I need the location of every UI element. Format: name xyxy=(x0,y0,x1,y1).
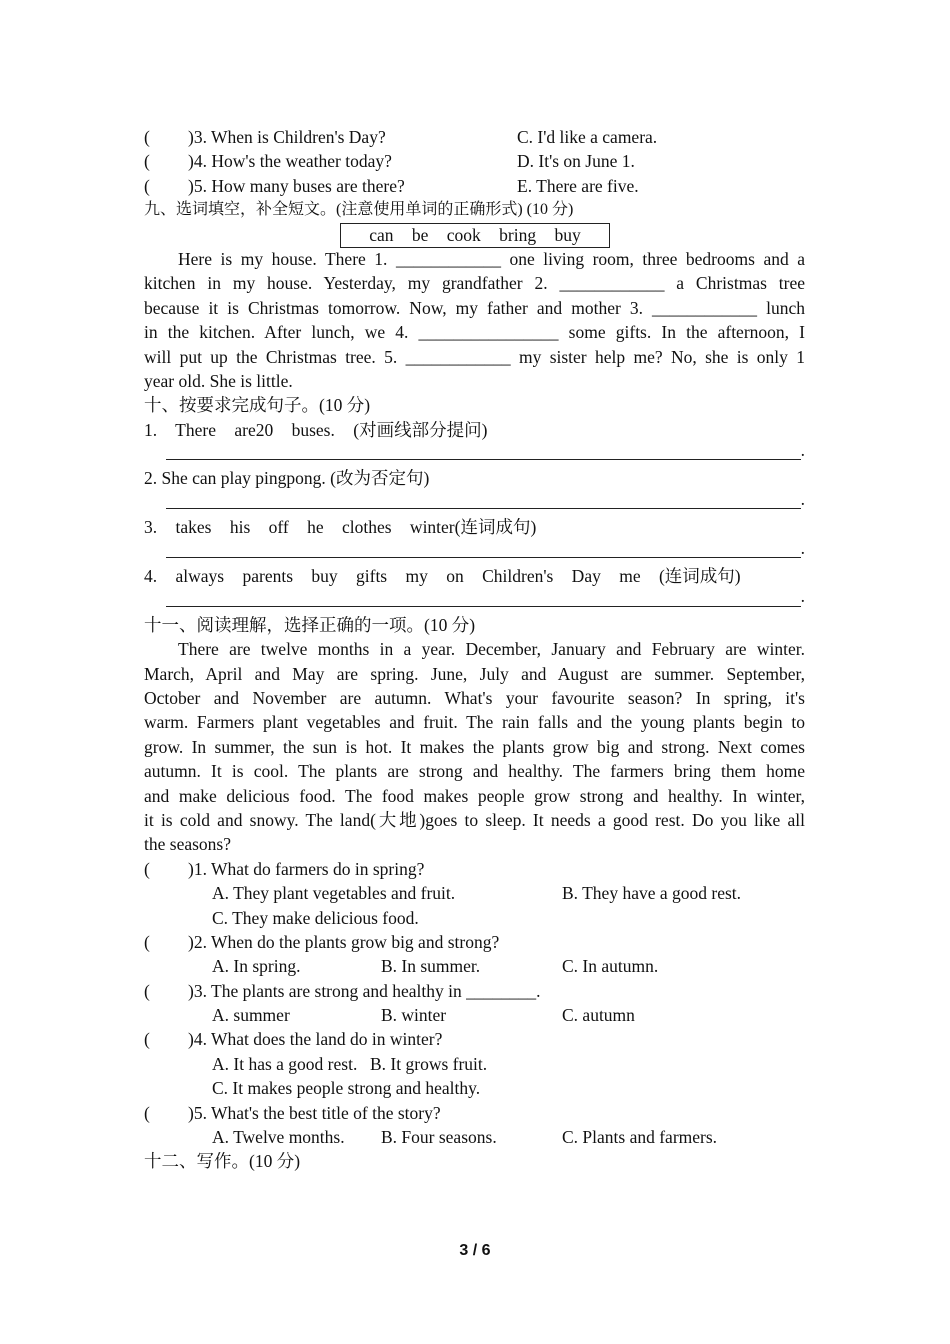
reading-line: March, April and May are spring. June, July and August are summer. September, xyxy=(144,663,805,684)
option-b: B. winter xyxy=(381,1005,447,1026)
worksheet-page xyxy=(144,125,805,1174)
passage-line: in the kitchen. After lunch, we 4. ________________ some gifts. In the afternoon, I xyxy=(144,322,805,343)
option-c: C. In autumn. xyxy=(562,956,659,977)
option-b: B. Four seasons. xyxy=(381,1127,497,1148)
section9-title: 九、选词填空，补全短文。(注意使用单词的正确形式) (10 分) xyxy=(144,201,574,219)
reading-line: There are twelve months in a year. December, January and February are winter. xyxy=(178,639,805,660)
sentence-task: 3. takes his off he clothes winter(连词成句) xyxy=(144,517,537,538)
option-b: B. They have a good rest. xyxy=(562,883,742,904)
matching-item: ( )4. How's the weather today? D. It's on June 1. xyxy=(144,149,805,173)
option-c: C. Plants and farmers. xyxy=(562,1127,718,1148)
option-a: A. In spring. xyxy=(212,956,301,977)
passage-line: kitchen in my house. Yesterday, my grandfather 2. ____________ a Christmas tree xyxy=(144,273,805,294)
answer-line[interactable]: . xyxy=(144,588,805,612)
sentence-task: 4. always parents buy gifts my on Children's Day me (连词成句) xyxy=(144,566,741,587)
section10-title: 十、按要求完成句子。(10 分) xyxy=(144,395,371,416)
answer-line[interactable]: . xyxy=(144,491,805,515)
matching-answer: E. There are five. xyxy=(517,175,639,196)
answer-line[interactable]: . xyxy=(144,540,805,564)
passage-line: year old. She is little. xyxy=(144,370,293,391)
reading-question: ( )3. The plants are strong and healthy in ________. xyxy=(144,980,541,1001)
option-c: C. It makes people strong and healthy. xyxy=(212,1078,481,1099)
reading-question: ( )5. What's the best title of the story? xyxy=(144,1102,441,1123)
reading-question: ( )4. What does the land do in winter? xyxy=(144,1029,443,1050)
reading-question: ( )2. When do the plants grow big and strong? xyxy=(144,931,500,952)
answer-line[interactable]: . xyxy=(144,442,805,466)
section11-title: 十一、阅读理解，选择正确的一项。(10 分) xyxy=(144,614,476,635)
matching-item: ( )5. How many buses are there? E. There are five. xyxy=(144,174,805,198)
matching-answer: C. I'd like a camera. xyxy=(517,127,658,147)
matching-item: ( )3. When is Children's Day? C. I'd like a camera. xyxy=(144,125,805,149)
option-a: A. They plant vegetables and fruit. xyxy=(212,883,456,904)
option-a: A. Twelve months. xyxy=(212,1127,345,1148)
reading-line: October and November are autumn. What's your favourite season? In spring, it's xyxy=(144,687,805,708)
reading-line: and make delicious food. The food makes people grow strong and healthy. In winter, xyxy=(144,785,805,806)
passage-line: because it is Christmas tomorrow. Now, my father and mother 3. ____________ lunch xyxy=(144,297,805,318)
passage-line: will put up the Christmas tree. 5. ____________ my sister help me? No, she is only 1 xyxy=(144,346,805,367)
option-a: A. It has a good rest. xyxy=(212,1053,358,1074)
option-a: A. summer xyxy=(212,1005,290,1026)
option-c: C. autumn xyxy=(562,1005,635,1026)
reading-line: it is cold and snowy. The land(大地)goes to sleep. It needs a good rest. Do you like all xyxy=(144,809,805,830)
page-number: 3 / 6 xyxy=(459,1242,491,1259)
sentence-task: 2. She can play pingpong. (改为否定句) xyxy=(144,468,430,489)
reading-question: ( )1. What do farmers do in spring? xyxy=(144,858,425,879)
reading-line: autumn. It is cool. The plants are strong and healthy. The farmers bring them home xyxy=(144,761,805,782)
option-c: C. They make delicious food. xyxy=(212,907,419,928)
word-bank: can be cook bring buy xyxy=(340,223,610,248)
reading-line: warm. Farmers plant vegetables and fruit. The rain falls and the young plants begin to xyxy=(144,712,805,733)
passage-line: Here is my house. There 1. ____________ one living room, three bedrooms and a xyxy=(178,248,805,269)
matching-answer: D. It's on June 1. xyxy=(517,151,635,172)
section12-title: 十二、写作。(10 分) xyxy=(144,1151,301,1172)
option-b: B. In summer. xyxy=(381,956,481,977)
option-b: B. It grows fruit. xyxy=(370,1053,488,1074)
sentence-task: 1. There are20 buses. (对画线部分提问) xyxy=(144,419,488,440)
reading-line: grow. In summer, the sun is hot. It makes the plants grow big and strong. Next comes xyxy=(144,736,805,757)
reading-line: the seasons? xyxy=(144,834,231,855)
